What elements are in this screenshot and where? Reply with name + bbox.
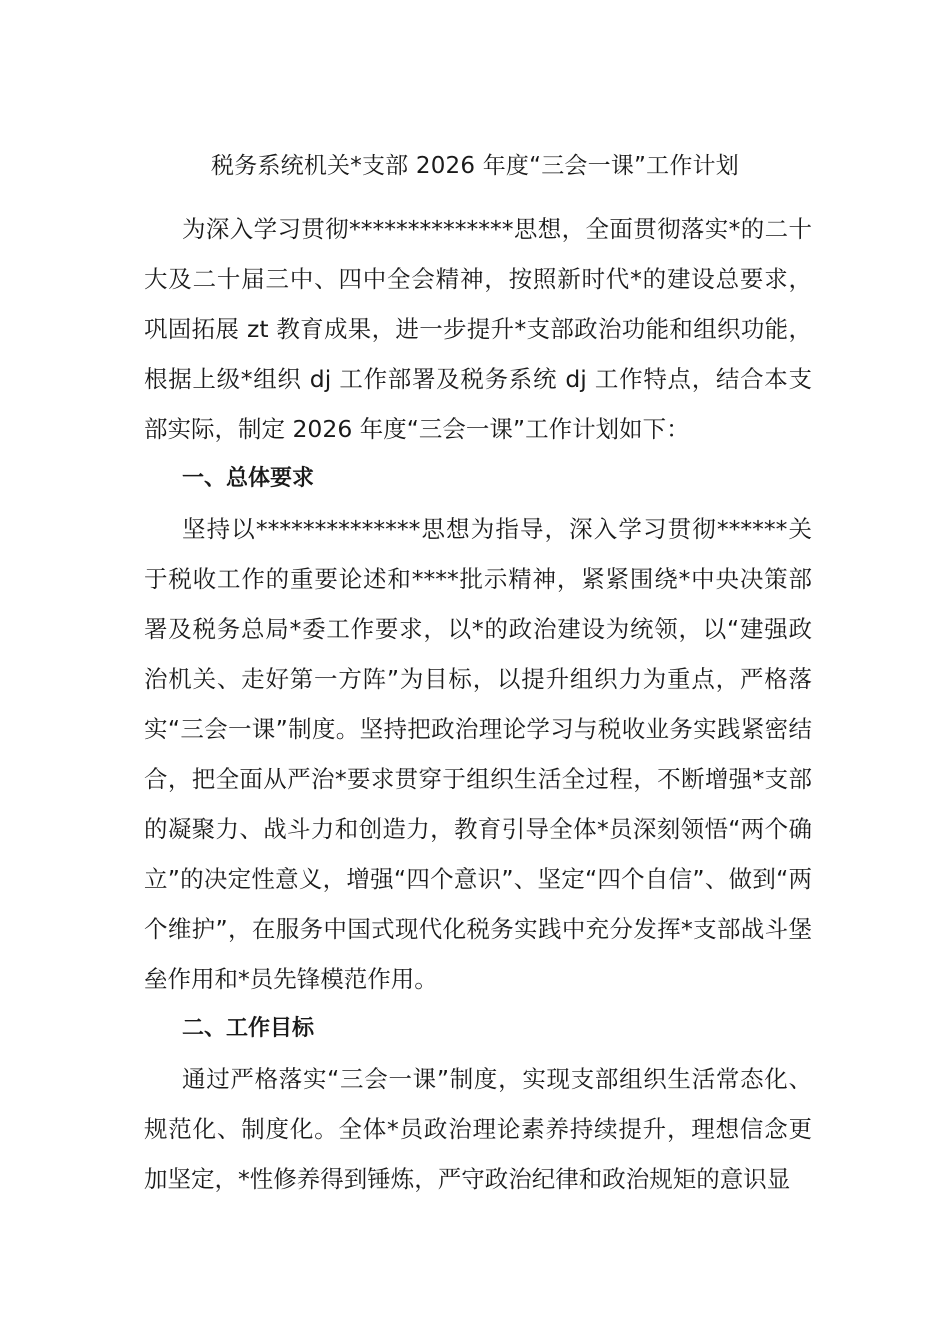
- work-goals-paragraph: 通过严格落实“三会一课”制度，实现支部组织生活常态化、规范化、制度化。全体*员政治理论素养持续提升，理想信念更加坚定，*性修养得到锤炼，严守政治纪律和政治规矩的意识显: [144, 1065, 812, 1193]
- document-title: 税务系统机关*支部 2026 年度“三会一课”工作计划: [211, 153, 739, 179]
- section-heading-overall-requirements: 一、总体要求: [182, 466, 315, 491]
- document-body: [144, 204, 812, 1204]
- section-heading-work-goals: 二、工作目标: [182, 1016, 315, 1041]
- overall-requirements-paragraph: 坚持以**************思想为指导，深入学习贯彻******关于税收工作的重要论述和****批示精神，紧紧围绕*中央决策部署及税务总局*委工作要求，以*的政治建设为统领，以“建强政治机关、走好第一方阵”为目标，以提升组织力为重点，严格落实“三会一课”制度。坚持把政治理论学习与税收业务实践紧密结合，把全面从严治*要求贯穿于组织生活全过程，不断增强*支部的凝聚力、战斗力和创造力，教育引导全体*员深刻领悟“两个确立”的决定性意义，增强“四个意识”、坚定“四个自信”、做到“两个维护”，在服务中国式现代化税务实践中充分发挥*支部战斗堡垒作用和*员先锋模范作用。: [144, 515, 812, 993]
- intro-paragraph: 为深入学习贯彻**************思想，全面贯彻落实*的二十大及二十届三中、四中全会精神，按照新时代*的建设总要求，巩固拓展 zt 教育成果，进一步提升*支部政治功能和组织功能，根据上级*组织 dj 工作部署及税务系统 dj 工作特点，结合本支部实际，制定 2026 年度“三会一课”工作计划如下：: [144, 215, 812, 443]
